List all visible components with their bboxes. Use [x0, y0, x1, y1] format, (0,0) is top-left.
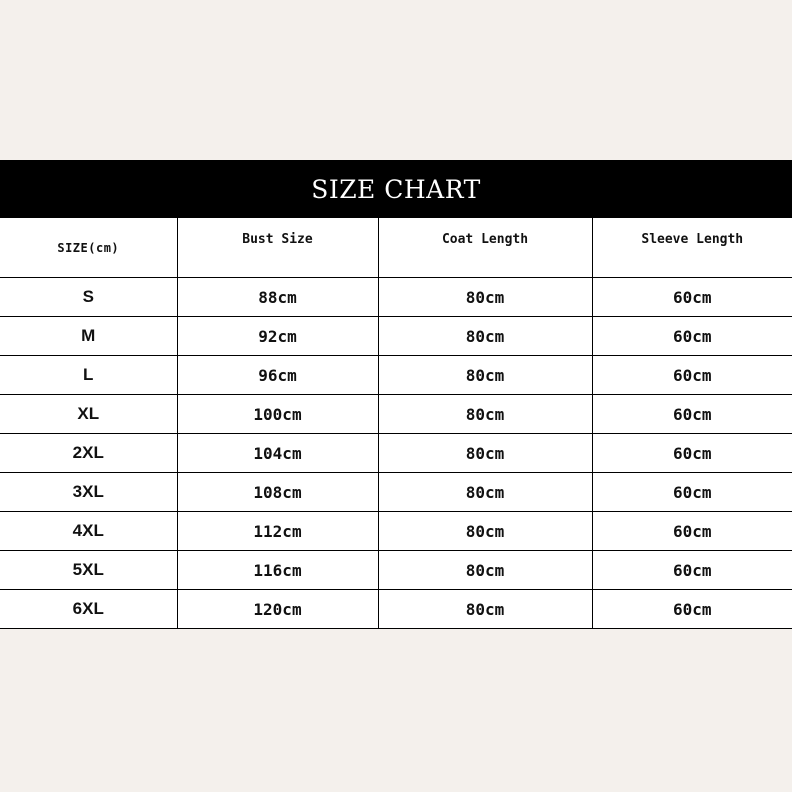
- cell-sleeve-length: 60cm: [592, 590, 792, 629]
- table-row: [0, 356, 792, 395]
- cell-coat-length: 80cm: [378, 278, 592, 317]
- cell-bust: 112cm: [177, 512, 378, 551]
- cell-size: M: [0, 317, 177, 356]
- size-chart: [0, 160, 792, 629]
- cell-sleeve-length: 60cm: [592, 356, 792, 395]
- cell-size: 6XL: [0, 590, 177, 629]
- table-row: [0, 512, 792, 551]
- header-bust-label: Bust Size: [242, 232, 313, 247]
- table-row: [0, 473, 792, 512]
- cell-size: L: [0, 356, 177, 395]
- cell-sleeve-length: 60cm: [592, 317, 792, 356]
- cell-coat-length: 80cm: [378, 512, 592, 551]
- cell-size: 2XL: [0, 434, 177, 473]
- cell-sleeve-length: 60cm: [592, 395, 792, 434]
- cell-coat-length: 80cm: [378, 317, 592, 356]
- cell-coat-length: 80cm: [378, 590, 592, 629]
- table-row: [0, 551, 792, 590]
- cell-size: XL: [0, 395, 177, 434]
- cell-sleeve-length: 60cm: [592, 512, 792, 551]
- table-row: [0, 278, 792, 317]
- cell-bust: 96cm: [177, 356, 378, 395]
- cell-coat-length: 80cm: [378, 551, 592, 590]
- header-row: [0, 218, 792, 278]
- table-row: [0, 395, 792, 434]
- table-row: [0, 434, 792, 473]
- cell-size: S: [0, 278, 177, 317]
- header-coat-length-label: Coat Length: [441, 232, 529, 247]
- table-row: [0, 317, 792, 356]
- table-row: [0, 590, 792, 629]
- cell-bust: 92cm: [177, 317, 378, 356]
- cell-sleeve-length: 60cm: [592, 551, 792, 590]
- cell-bust: 104cm: [177, 434, 378, 473]
- cell-bust: 120cm: [177, 590, 378, 629]
- header-bust: [177, 218, 378, 278]
- header-coat-length: [378, 218, 592, 278]
- cell-coat-length: 80cm: [378, 473, 592, 512]
- cell-bust: 108cm: [177, 473, 378, 512]
- cell-size: 5XL: [0, 551, 177, 590]
- cell-sleeve-length: 60cm: [592, 473, 792, 512]
- cell-bust: 100cm: [177, 395, 378, 434]
- cell-coat-length: 80cm: [378, 395, 592, 434]
- cell-bust: 116cm: [177, 551, 378, 590]
- cell-coat-length: 80cm: [378, 434, 592, 473]
- header-sleeve-length: [592, 218, 792, 278]
- cell-size: 4XL: [0, 512, 177, 551]
- header-size: SIZE(cm): [0, 218, 177, 278]
- cell-sleeve-length: 60cm: [592, 278, 792, 317]
- cell-size: 3XL: [0, 473, 177, 512]
- cell-coat-length: 80cm: [378, 356, 592, 395]
- size-table: [0, 218, 792, 629]
- header-sleeve-length-label: Sleeve Length: [641, 232, 744, 247]
- size-chart-title: SIZE CHART: [0, 160, 792, 218]
- cell-bust: 88cm: [177, 278, 378, 317]
- cell-sleeve-length: 60cm: [592, 434, 792, 473]
